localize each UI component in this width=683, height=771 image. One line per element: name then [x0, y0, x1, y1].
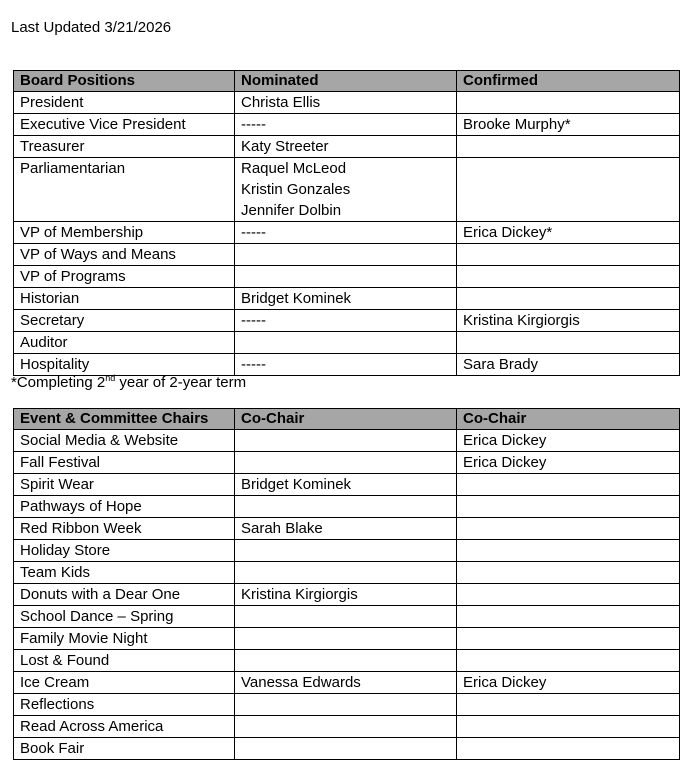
cochair-1: [235, 716, 457, 738]
event-name: Team Kids: [14, 562, 235, 584]
board-nominated: [235, 244, 457, 266]
cochair-2: [457, 540, 680, 562]
board-confirmed: Brooke Murphy*: [457, 114, 680, 136]
cochair-1: Kristina Kirgiorgis: [235, 584, 457, 606]
board-position: Auditor: [14, 332, 235, 354]
board-confirmed: [457, 332, 680, 354]
cochair-1: [235, 430, 457, 452]
nominee-name: Raquel McLeod: [241, 160, 347, 177]
chairs-header-event: Event & Committee Chairs: [14, 409, 235, 430]
term-footnote: [11, 374, 246, 392]
footnote-text: *Completing 2: [11, 374, 106, 391]
table-row: [14, 244, 680, 266]
board-header-positions: Board Positions: [14, 71, 235, 92]
table-row: [14, 332, 680, 354]
nominee-name: Kristin Gonzales: [241, 181, 351, 198]
board-nominated: -----: [235, 310, 457, 332]
cochair-2: Erica Dickey: [457, 452, 680, 474]
table-row: [14, 222, 680, 244]
board-nominated: -----: [235, 354, 457, 376]
table-row: [14, 584, 680, 606]
cochair-1: [235, 540, 457, 562]
board-confirmed: Erica Dickey*: [457, 222, 680, 244]
table-row: [14, 716, 680, 738]
table-row: [14, 266, 680, 288]
cochair-2: [457, 650, 680, 672]
board-confirmed: [457, 288, 680, 310]
table-row: [14, 606, 680, 628]
board-position: VP of Programs: [14, 266, 235, 288]
cochair-2: [457, 562, 680, 584]
board-position: Hospitality: [14, 354, 235, 376]
event-name: Family Movie Night: [14, 628, 235, 650]
event-name: Book Fair: [14, 738, 235, 760]
board-nominated: Christa Ellis: [235, 92, 457, 114]
board-nominated: [235, 158, 457, 222]
table-row: [14, 540, 680, 562]
board-confirmed: [457, 244, 680, 266]
footnote-superscript: nd: [105, 373, 116, 383]
board-position: Parliamentarian: [14, 158, 235, 222]
table-row: [14, 430, 680, 452]
cochair-1: [235, 606, 457, 628]
cochair-1: [235, 650, 457, 672]
event-name: Pathways of Hope: [14, 496, 235, 518]
cochair-2: [457, 716, 680, 738]
board-header-row: [14, 71, 680, 92]
cochair-1: [235, 738, 457, 760]
event-name: Holiday Store: [14, 540, 235, 562]
table-row: [14, 158, 680, 222]
board-confirmed: [457, 92, 680, 114]
cochair-2: Erica Dickey: [457, 672, 680, 694]
table-row: [14, 92, 680, 114]
board-nominated: [235, 332, 457, 354]
cochair-1: Vanessa Edwards: [235, 672, 457, 694]
board-confirmed: Sara Brady: [457, 354, 680, 376]
cochair-2: [457, 584, 680, 606]
table-row: [14, 474, 680, 496]
board-confirmed: [457, 158, 680, 222]
board-header-nominated: Nominated: [235, 71, 457, 92]
footnote-text-end: year of 2-year term: [115, 374, 247, 391]
table-row: [14, 114, 680, 136]
cochair-2: Erica Dickey: [457, 430, 680, 452]
table-row: [14, 562, 680, 584]
event-name: Social Media & Website: [14, 430, 235, 452]
event-name: Fall Festival: [14, 452, 235, 474]
board-position: VP of Membership: [14, 222, 235, 244]
chairs-header-cochair-1: Co-Chair: [235, 409, 457, 430]
nominee-name: Jennifer Dolbin: [241, 202, 342, 219]
table-row: [14, 136, 680, 158]
board-nominated: [235, 266, 457, 288]
board-confirmed: [457, 266, 680, 288]
cochair-2: [457, 474, 680, 496]
board-nominated: Katy Streeter: [235, 136, 457, 158]
table-row: [14, 288, 680, 310]
committee-chairs-table: [13, 408, 680, 760]
board-nominated: -----: [235, 222, 457, 244]
board-nominated: Bridget Kominek: [235, 288, 457, 310]
table-row: [14, 672, 680, 694]
board-header-confirmed: Confirmed: [457, 71, 680, 92]
event-name: Donuts with a Dear One: [14, 584, 235, 606]
board-positions-table: [13, 70, 680, 376]
board-nominated: -----: [235, 114, 457, 136]
table-row: [14, 496, 680, 518]
table-row: [14, 738, 680, 760]
table-row: [14, 650, 680, 672]
table-row: [14, 518, 680, 540]
event-name: Spirit Wear: [14, 474, 235, 496]
table-row: [14, 310, 680, 332]
cochair-2: [457, 518, 680, 540]
cochair-2: [457, 496, 680, 518]
event-name: Lost & Found: [14, 650, 235, 672]
board-confirmed: Kristina Kirgiorgis: [457, 310, 680, 332]
board-position: Treasurer: [14, 136, 235, 158]
cochair-1: [235, 694, 457, 716]
cochair-1: [235, 562, 457, 584]
event-name: Reflections: [14, 694, 235, 716]
table-row: [14, 452, 680, 474]
cochair-2: [457, 738, 680, 760]
cochair-2: [457, 606, 680, 628]
board-position: VP of Ways and Means: [14, 244, 235, 266]
cochair-1: [235, 628, 457, 650]
board-position: President: [14, 92, 235, 114]
table-row: [14, 628, 680, 650]
cochair-2: [457, 628, 680, 650]
cochair-1: [235, 452, 457, 474]
event-name: Read Across America: [14, 716, 235, 738]
chairs-header-cochair-2: Co-Chair: [457, 409, 680, 430]
event-name: Red Ribbon Week: [14, 518, 235, 540]
chairs-header-row: [14, 409, 680, 430]
board-confirmed: [457, 136, 680, 158]
table-row: [14, 694, 680, 716]
cochair-1: Sarah Blake: [235, 518, 457, 540]
cochair-2: [457, 694, 680, 716]
event-name: School Dance – Spring: [14, 606, 235, 628]
event-name: Ice Cream: [14, 672, 235, 694]
board-position: Executive Vice President: [14, 114, 235, 136]
last-updated-text: Last Updated 3/21/2026: [11, 19, 172, 36]
cochair-1: [235, 496, 457, 518]
board-position: Secretary: [14, 310, 235, 332]
board-position: Historian: [14, 288, 235, 310]
cochair-1: Bridget Kominek: [235, 474, 457, 496]
